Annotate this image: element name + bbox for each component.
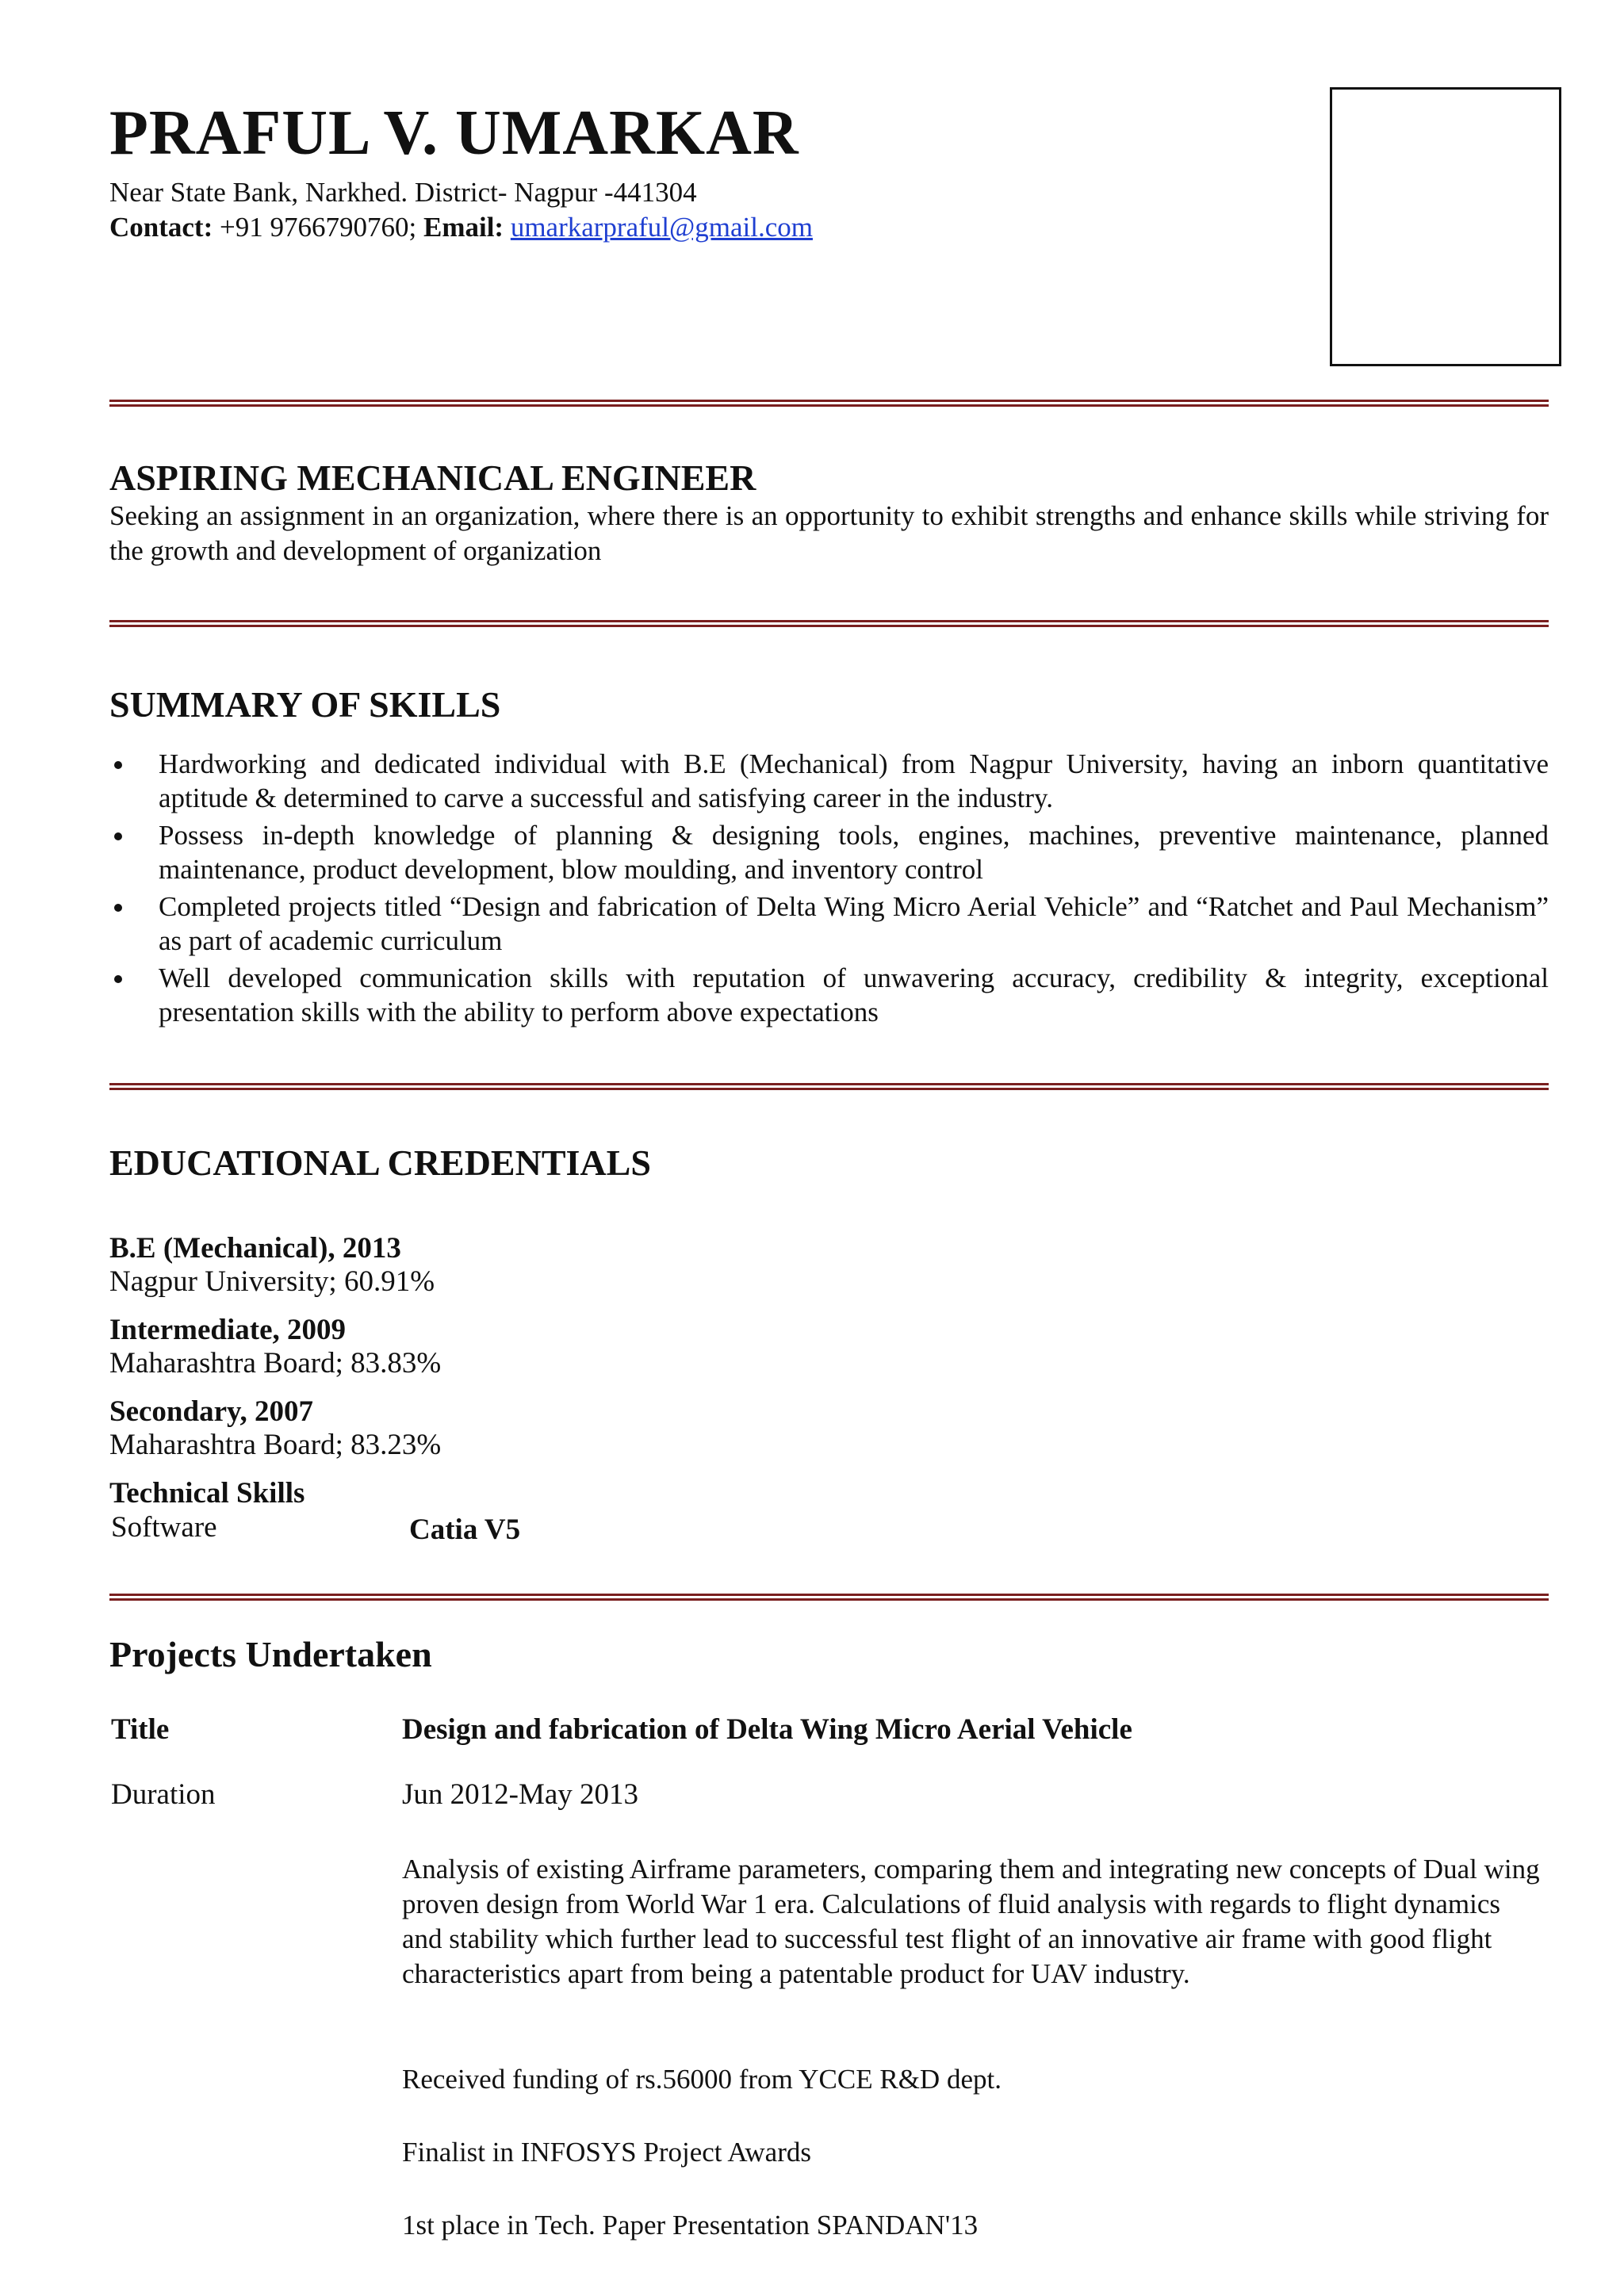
achievement-item: Received funding of rs.56000 from YCCE R&D dept. (402, 2064, 1002, 2095)
project-title-label: Title (111, 1713, 170, 1746)
degree-detail: Nagpur University; 60.91% (109, 1265, 435, 1298)
degree-title: B.E (Mechanical), 2013 (109, 1232, 401, 1265)
bullet-icon (114, 975, 122, 983)
projects-heading: Projects Undertaken (109, 1634, 432, 1674)
section-divider (109, 620, 1549, 627)
objective-text: Seeking an assignment in an organization, where there is an opportunity to exhibit strengths and enhance skills while striving for the growth and development of organization (109, 500, 1549, 566)
degree-detail: Maharashtra Board; 83.83% (109, 1347, 442, 1380)
software-label: Software (111, 1511, 217, 1544)
contact-label: Contact: (109, 212, 213, 243)
list-item: Hardworking and dedicated individual with B.E (Mechanical) from Nagpur University, having an inborn quantitative aptitude & determined to carve a successful and satisfying career in the industry. (109, 747, 1549, 815)
project-title-value: Design and fabrication of Delta Wing Micro Aerial Vehicle (402, 1713, 1132, 1746)
skills-heading: SUMMARY OF SKILLS (109, 684, 501, 725)
bullet-icon (114, 904, 122, 912)
technical-skills-heading: Technical Skills (109, 1477, 305, 1510)
section-divider (109, 1594, 1549, 1601)
list-item: Well developed communication skills with reputation of unwavering accuracy, credibility & integrity, exceptional presentation skills with the ability to perform above expectations (109, 961, 1549, 1029)
section-divider (109, 1083, 1549, 1090)
education-heading: EDUCATIONAL CREDENTIALS (109, 1142, 651, 1183)
project-description: Analysis of existing Airframe parameters, comparing them and integrating new concepts of Dual wing proven design from World War 1 era. Calculations of fluid analysis with regards to flight dynamics and stability which further lead to successful test flight of an innovative air frame with good flight characteristics apart from being a patentable product for UAV industry. (402, 1854, 1540, 1989)
degree-detail: Maharashtra Board; 83.23% (109, 1429, 442, 1461)
degree-title: Intermediate, 2009 (109, 1314, 346, 1346)
candidate-name: PRAFUL V. UMARKAR (109, 98, 799, 168)
degree-title: Secondary, 2007 (109, 1395, 313, 1428)
phone-number: +91 9766790760; (220, 212, 417, 243)
email-label: Email: (423, 212, 504, 243)
list-item: Possess in-depth knowledge of planning & designing tools, engines, machines, preventive maintenance, planned maintenance, product development, blow moulding, and inventory control (109, 818, 1549, 886)
objective-heading: ASPIRING MECHANICAL ENGINEER (109, 457, 756, 498)
bullet-icon (114, 832, 122, 840)
section-divider (109, 400, 1549, 407)
contact-line (109, 211, 813, 244)
photo-placeholder (1330, 87, 1561, 366)
software-value: Catia V5 (409, 1513, 521, 1546)
skills-list (109, 747, 1549, 1032)
address: Near State Bank, Narkhed. District- Nagpur -441304 (109, 177, 697, 208)
achievement-item: 1st place in Tech. Paper Presentation SPANDAN'13 (402, 2210, 979, 2241)
bullet-icon (114, 761, 122, 769)
achievement-item: Finalist in INFOSYS Project Awards (402, 2137, 811, 2168)
list-item: Completed projects titled “Design and fabrication of Delta Wing Micro Aerial Vehicle” and “Ratchet and Paul Mechanism” as part of academic curriculum (109, 890, 1549, 958)
duration-value: Jun 2012-May 2013 (402, 1778, 639, 1811)
duration-label: Duration (111, 1778, 216, 1811)
email-link[interactable]: umarkarpraful@gmail.com (510, 212, 813, 243)
